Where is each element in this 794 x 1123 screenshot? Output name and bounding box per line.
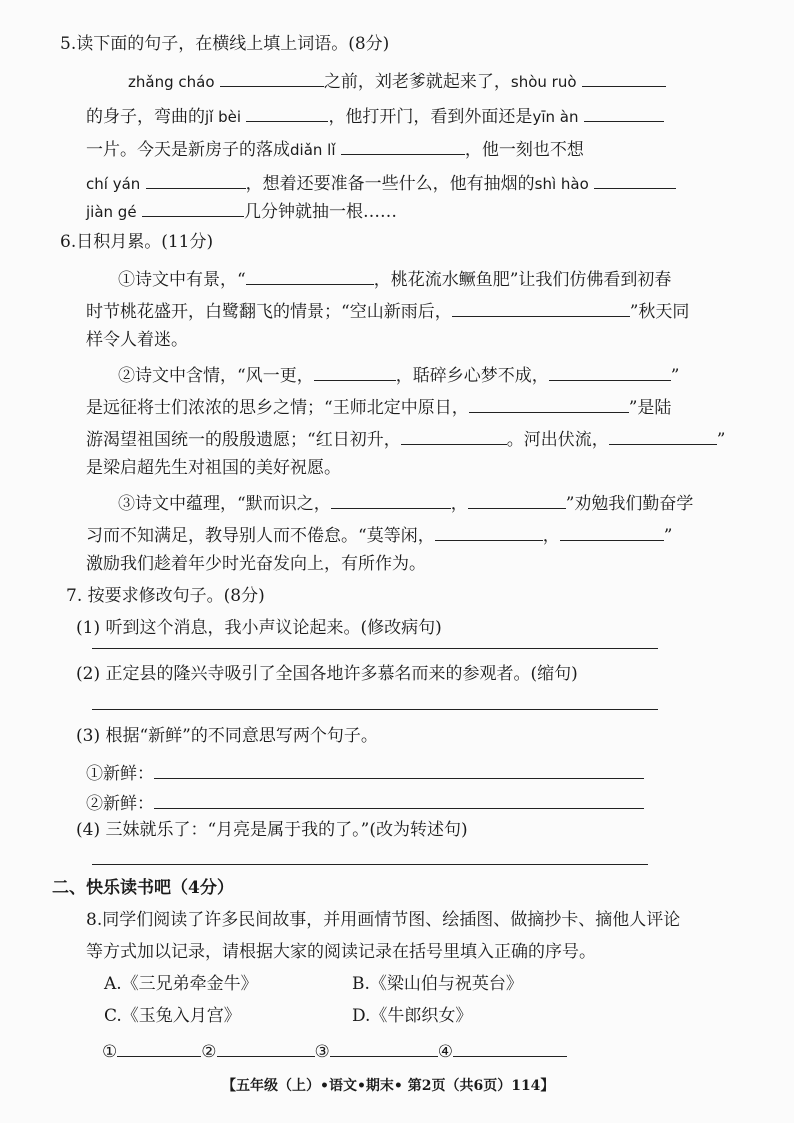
text: ，桃花流水鳜鱼肥”让我们仿佛看到初春 [373,270,672,290]
q6-p1-line-1 [118,264,671,292]
blank[interactable] [220,66,324,87]
answer-line-4[interactable] [92,864,648,865]
blank[interactable] [314,360,396,381]
text: ” [716,430,726,450]
q8-option-d: D.《牛郎织女》 [352,1006,473,1026]
text: ，他打开门，看到外面还是 [328,107,533,127]
blank[interactable] [468,488,566,509]
q6-p2-line-4: 是梁启超先生对祖国的美好祝愿。 [86,458,341,478]
q6-p1-line-2 [86,296,689,324]
number: ④ [437,1042,453,1062]
q7-item-1: (1) 听到这个消息，我小声议论起来。(修改病句) [76,618,442,638]
q7-item-3: (3) 根据“新鲜”的不同意思写两个句子。 [76,726,378,746]
blank[interactable] [146,168,246,189]
text: ，他一刻也不想 [464,140,584,160]
pinyin-8: jiàn gé [86,203,137,221]
answer-blank[interactable] [330,1036,438,1057]
blank[interactable] [594,168,676,189]
q6-p3-line-3: 激励我们趁着年少时光奋发向上，有所作为。 [86,554,426,574]
text: ” [670,366,680,386]
blank[interactable] [246,101,328,122]
text: 几分钟就抽一根…… [243,202,397,222]
q5-title: 5.读下面的句子，在横线上填上词语。(8分) [60,34,390,54]
q7-item-4: (4) 三妹就乐了：“月亮是属于我的了。”(改为转述句) [76,820,468,840]
text: ，想着还要准备一些什么，他有抽烟的 [245,174,535,194]
answer-blank[interactable] [453,1036,567,1057]
blank[interactable] [341,134,465,155]
pinyin-6: chí yán [86,175,141,193]
text: ， [450,494,468,514]
blank[interactable] [584,101,664,122]
q6-p1-line-3: 样令人着迷。 [86,330,188,350]
q5-line-1 [128,66,666,94]
text: 一片。今天是新房子的落成 [86,140,290,160]
q6-p2-line-2 [86,392,671,420]
text: 游渴望祖国统一的殷殷遗愿；“红日初升， [86,430,401,450]
pinyin-3: jǐ bèi [205,108,242,126]
answer-blank[interactable] [154,788,644,809]
blank[interactable] [246,264,374,285]
q8-line-2: 等方式加以记录，请根据大家的阅读记录在括号里填入正确的序号。 [86,942,596,962]
text: ①诗文中有景，“ [118,270,246,290]
q5-line-5 [86,196,397,224]
q5-line-2 [86,101,664,129]
q7-item-3b [86,788,644,816]
number: ③ [314,1042,330,1062]
answer-blank[interactable] [154,758,644,779]
answer-blank[interactable] [217,1036,315,1057]
text: ”是陆 [628,398,672,418]
pinyin-7: shì hào [534,175,589,193]
blank[interactable] [560,520,664,541]
q6-title: 6.日积月累。(11分) [60,232,214,252]
blank[interactable] [549,360,671,381]
blank[interactable] [582,66,666,87]
pinyin-5: diǎn lǐ [290,141,336,159]
blank[interactable] [331,488,451,509]
text: 之前，刘老爹就起来了， [323,72,511,92]
text: ③诗文中蕴理，“默而识之， [118,494,331,514]
text: 。河出伏流， [506,430,609,450]
answer-blank[interactable] [117,1036,201,1057]
q7-title: 7. 按要求修改句子。(8分) [66,586,265,606]
q8-answers [102,1036,567,1064]
q7-item-3a [86,758,644,786]
text: ”秋天同 [629,302,690,322]
text: 习而不知满足，教导别人而不倦怠。“莫等闲， [86,526,435,546]
blank[interactable] [609,424,717,445]
q5-line-3 [86,134,584,162]
blank[interactable] [452,296,630,317]
text: ①新鲜： [86,764,154,784]
blank[interactable] [435,520,543,541]
q5-line-4 [86,168,676,196]
text: ” [663,526,673,546]
text: ”劝勉我们勤奋学 [565,494,694,514]
text: ，聒碎乡心梦不成， [395,366,549,386]
text: ②诗文中含情，“风一更， [118,366,314,386]
blank[interactable] [401,424,507,445]
blank[interactable] [469,392,629,413]
text: 时节桃花盛开，白鹭翻飞的情景；“空山新雨后， [86,302,452,322]
pinyin-4: yīn àn [532,108,579,126]
pinyin-1: zhǎng cháo [128,73,215,91]
text: ②新鲜： [86,794,154,814]
q8-option-b: B.《梁山伯与祝英台》 [352,974,523,994]
q6-p3-line-1 [118,488,693,516]
q8-option-c: C.《玉兔入月宫》 [104,1006,241,1026]
q7-item-2: (2) 正定县的隆兴寺吸引了全国各地许多慕名而来的参观者。(缩句) [76,664,578,684]
text: 是远征将士们浓浓的思乡之情；“王师北定中原日， [86,398,469,418]
number: ② [201,1042,217,1062]
q6-p2-line-3 [86,424,725,452]
q8-line-1: 8.同学们阅读了许多民间故事，并用画情节图、绘插图、做摘抄卡、摘他人评论 [86,910,681,930]
pinyin-2: shòu ruò [510,73,577,91]
blank[interactable] [142,196,244,217]
answer-line-2[interactable] [92,709,658,710]
q6-p2-line-1 [118,360,679,388]
section-2-title: 二、快乐读书吧（4分） [52,878,234,898]
q8-option-a: A.《三兄弟牵金牛》 [104,974,258,994]
page-footer: 【五年级（上）•语文•期末• 第2页（共6页）114】 [222,1078,555,1094]
text: ， [542,526,560,546]
text: 的身子，弯曲的 [86,107,205,127]
number: ① [102,1042,118,1062]
answer-line-1[interactable] [92,648,658,649]
q6-p3-line-2 [86,520,672,548]
